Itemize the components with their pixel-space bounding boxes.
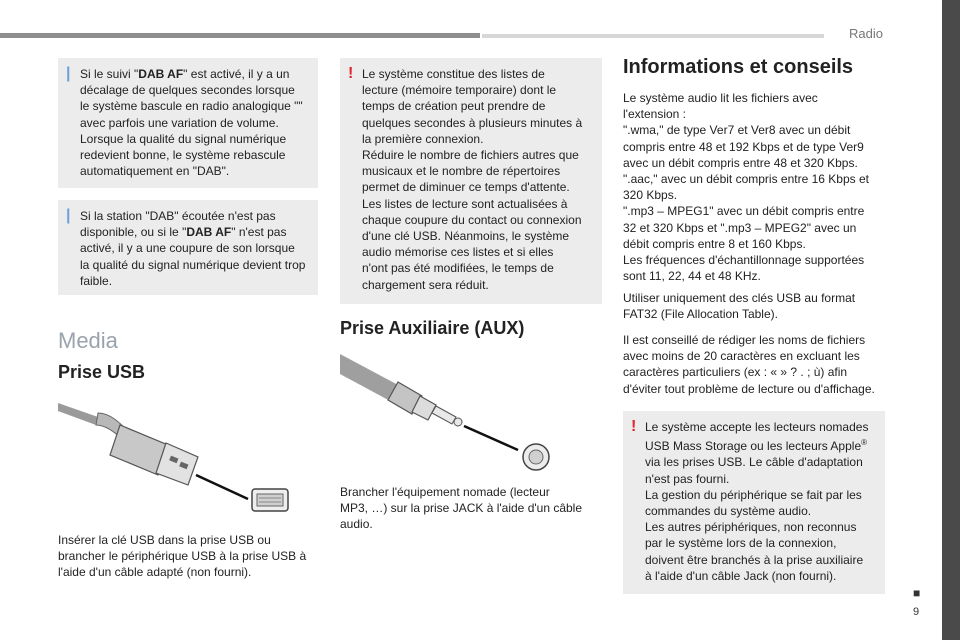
- usb-plug-icon: [58, 403, 198, 485]
- usb-port-icon: [252, 489, 288, 511]
- media-heading: Media: [58, 328, 118, 353]
- aux-heading: Prise Auxiliaire (AUX): [340, 318, 525, 338]
- filename-advice-text: Il est conseillé de rédiger les noms de fichiers avec moins de 20 caractères en excluant les caractères particuliers (ex : « » ? . ; ù) afin d'éviter tout problème de lecture ou d'affichage.: [623, 333, 875, 396]
- aux-instructions: Brancher l'équipement nomade (lecteur MP3, …) sur la prise JACK à l'aide d'un câble audio.: [340, 485, 583, 532]
- warning-icon: !: [348, 65, 354, 82]
- playlist-warning-box: [340, 58, 602, 304]
- aux-port-icon: [523, 444, 549, 470]
- supported-formats-text: Le système audio lit les fichiers avec l'extension : ".wma," de type Ver7 et Ver8 avec un débit compris entre 48 et 192 Kbps et de type Ver9 avec un débit compris entre 48 et 320 Kbps. ".aac," avec un débit compris entre 16 Kbps et 320 Kbps. ".mp3 – MPEG1" avec un débit compris entre 32 et 320 Kbps et ".mp3 – MPEG2" avec un débit compris entre 8 et 160 Kbps. Les fréquences d'échantillonnage supportées sont 11, 22, 44 et 48 KHz.: [623, 91, 869, 284]
- usb-heading: Prise USB: [58, 362, 146, 382]
- device-support-text: Le système accepte les lecteurs nomades USB Mass Storage ou les lecteurs Apple® via les prises USB. Le câble d'adaptation n'est pas fourni. La gestion du périphérique se fait par les commandes du système audio. Les autres périphériques, non reconnus par le système lors de la connexion, doivent être branchés à la prise auxiliaire à l'aide d'un câble Jack (non fourni).: [645, 420, 869, 583]
- usb-format-text: Utiliser uniquement des clés USB au format FAT32 (File Allocation Table).: [623, 291, 856, 322]
- aux-jack-illustration: [340, 350, 560, 472]
- dab-unavailable-info-box: [58, 200, 318, 295]
- info-marker-icon: |: [66, 65, 71, 82]
- header-rule-light: [482, 34, 824, 38]
- info-marker-icon: |: [66, 207, 71, 224]
- page-number: 9: [913, 606, 920, 618]
- usb-plug-illustration: [58, 395, 298, 520]
- warning-icon: !: [631, 418, 637, 435]
- jack-plug-icon: [340, 354, 462, 426]
- dab-unavailable-text: Si la station "DAB" écoutée n'est pas disponible, ou si le "DAB AF" n'est pas activé, il y a une coupure de son lorsque la qualité du signal numérique devient trop faible.: [80, 209, 306, 288]
- continue-marker: ■: [913, 586, 921, 600]
- usb-instructions: Insérer la clé USB dans la prise USB ou brancher le périphérique USB à la prise USB à l'aide d'un câble adapté (non fourni).: [58, 533, 307, 580]
- info-heading: Informations et conseils: [623, 56, 854, 78]
- chapter-tab: [942, 0, 960, 640]
- header-rule: [0, 33, 480, 38]
- dab-af-info-box: [58, 58, 318, 188]
- playlist-warning-text: Le système constitue des listes de lecture (mémoire temporaire) dont le temps de création peut prendre de quelques secondes à plusieurs minutes à la première connexion. Réduire le nombre de fichiers autres que musicaux et le nombre de répertoires permet de diminuer ce temps d'attente. Les listes de lecture sont actualisées à chaque coupure du contact ou connexion d'une clé USB. Néanmoins, le système audio mémorise ces listes et si elles n'ont pas été modifiées, le temps de chargement sera réduit.: [362, 67, 583, 292]
- section-label: Radio: [849, 26, 883, 41]
- device-support-warning-box: [623, 411, 885, 594]
- dab-af-info-text: Si le suivi "DAB AF" est activé, il y a un décalage de quelques secondes lorsque le système bascule en radio analogique "" avec parfois une variation de volume. Lorsque la qualité du signal numérique redevient bonne, le système rebascule automatiquement en "DAB".: [80, 67, 303, 179]
